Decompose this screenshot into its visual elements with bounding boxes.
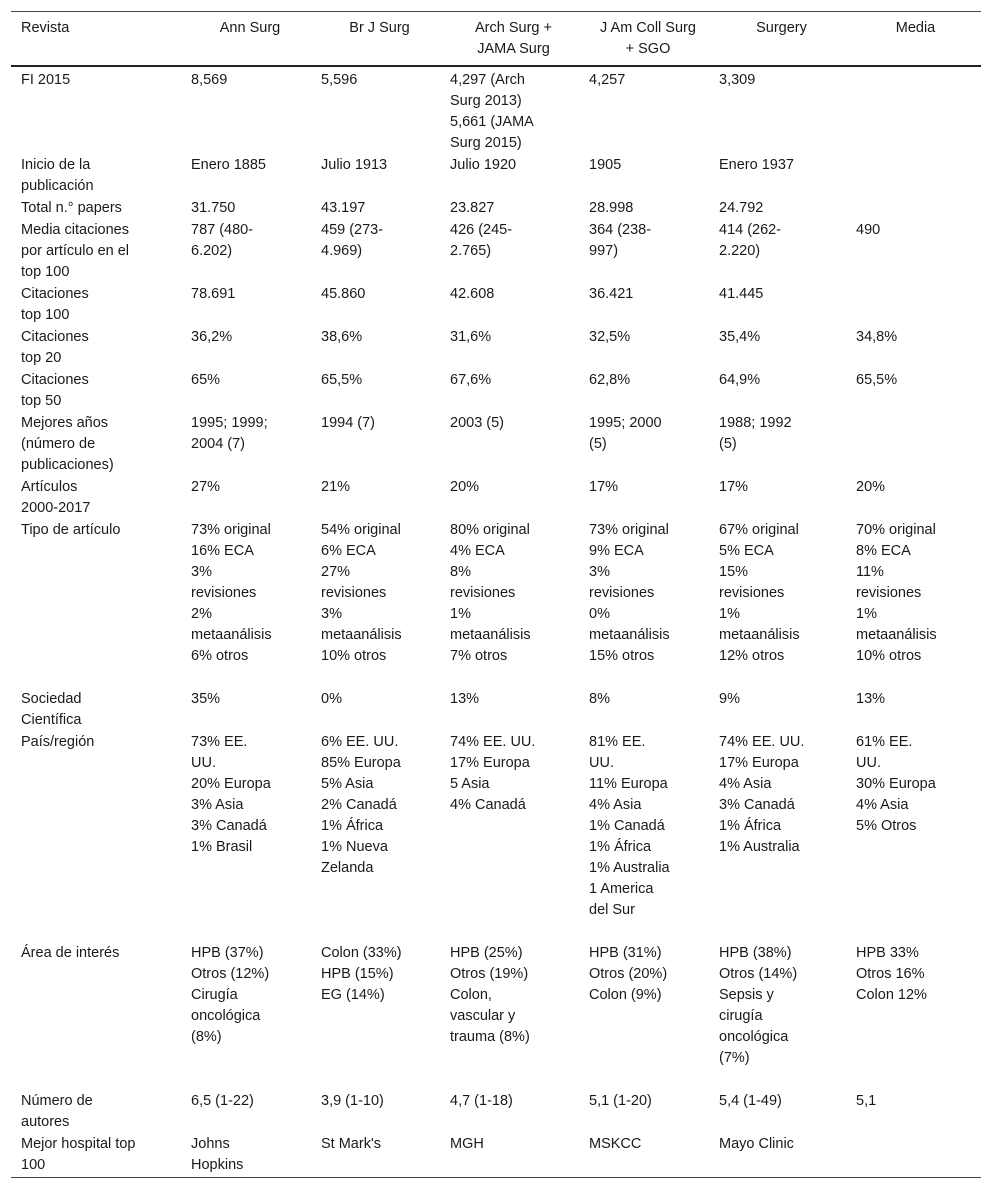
row-label: Área de interés (21, 945, 120, 961)
table-cell: 41.445 (719, 286, 764, 302)
table-row (11, 370, 981, 413)
table-cell: Colon (33%) HPB (15%) EG (14%) (321, 945, 402, 1003)
row-label: Número de autores (21, 1093, 93, 1130)
table-row (11, 220, 981, 284)
table-cell: 81% EE. UU. 11% Europa 4% Asia 1% Canadá 1% África 1% Australia 1 America del Sur (589, 734, 670, 918)
table-cell: 3,9 (1-10) (321, 1093, 384, 1109)
table-cell: 4,297 (Arch Surg 2013) 5,661 (JAMA Surg 2015) (450, 72, 534, 151)
row-label: Total n.° papers (21, 200, 122, 216)
table-cell: 426 (245- 2.765) (450, 222, 513, 259)
header-br-j-surg: Br J Surg (349, 20, 410, 36)
table-cell: 67,6% (450, 372, 492, 388)
table-cell: 32,5% (589, 329, 631, 345)
table-cell: 5,596 (321, 72, 358, 88)
table-cell: 5,1 (856, 1093, 877, 1109)
table-cell: 54% original 6% ECA 27% revisiones 3% metaanálisis 10% otros (321, 522, 402, 664)
table-cell: 24.792 (719, 200, 764, 216)
table-cell: 45.860 (321, 286, 366, 302)
header-surgery: Surgery (756, 20, 807, 36)
table-cell: 35,4% (719, 329, 761, 345)
table-cell: 65,5% (321, 372, 363, 388)
table-row (11, 477, 981, 520)
table-cell: Mayo Clinic (719, 1136, 794, 1152)
table-cell: 8% (589, 691, 610, 707)
table-cell: 80% original 4% ECA 8% revisiones 1% metaanálisis 7% otros (450, 522, 531, 664)
table-cell: 2003 (5) (450, 415, 505, 431)
table-cell: 43.197 (321, 200, 366, 216)
table-cell: 459 (273- 4.969) (321, 222, 384, 259)
table-row (11, 1091, 981, 1134)
header-ann-surg: Ann Surg (219, 20, 281, 36)
row-label: Sociedad Científica (21, 691, 82, 728)
table-cell: 74% EE. UU. 17% Europa 5 Asia 4% Canadá (450, 734, 536, 813)
table-row (11, 155, 981, 198)
table-cell: 21% (321, 479, 351, 495)
row-label: Citaciones top 50 (21, 372, 89, 409)
table-row (11, 943, 981, 1091)
table-row (11, 198, 981, 220)
row-label: FI 2015 (21, 72, 71, 88)
table-cell: HPB (25%) Otros (19%) Colon, vascular y trauma (8%) (450, 945, 530, 1045)
table-cell (850, 66, 981, 155)
table-cell (850, 155, 981, 198)
journal-comparison-table (11, 11, 981, 1178)
row-label: Citaciones top 100 (21, 286, 89, 323)
table-cell: 67% original 5% ECA 15% revisiones 1% metaanálisis 12% otros (719, 522, 800, 664)
row-label: Mejor hospital top 100 (21, 1136, 136, 1173)
table-row (11, 284, 981, 327)
table-cell: Julio 1913 (321, 157, 388, 173)
table-cell: 8,569 (191, 72, 228, 88)
table-cell: 17% (589, 479, 619, 495)
table-row (11, 327, 981, 370)
table-cell: 78.691 (191, 286, 236, 302)
row-label: País/región (21, 734, 95, 750)
table-row (11, 1134, 981, 1178)
table-cell: 73% EE. UU. 20% Europa 3% Asia 3% Canadá 1% Brasil (191, 734, 271, 855)
table-cell: HPB (38%) Otros (14%) Sepsis y cirugía oncológica (7%) (719, 945, 798, 1066)
table-cell: MSKCC (589, 1136, 642, 1152)
table-cell: Enero 1885 (191, 157, 266, 173)
table-cell: 27% (191, 479, 221, 495)
table-cell: Enero 1937 (719, 157, 794, 173)
table-cell: 73% original 16% ECA 3% revisiones 2% metaanálisis 6% otros (191, 522, 272, 664)
table-cell: 70% original 8% ECA 11% revisiones 1% metaanálisis 10% otros (856, 522, 937, 664)
table-cell: 62,8% (589, 372, 631, 388)
table-cell (850, 1134, 981, 1178)
table-cell: 1988; 1992 (5) (719, 415, 792, 452)
table-row (11, 689, 981, 732)
table-cell: 5,4 (1-49) (719, 1093, 782, 1109)
header-revista: Revista (21, 20, 70, 36)
table-cell: 1995; 1999; 2004 (7) (191, 415, 268, 452)
table-cell: 64,9% (719, 372, 761, 388)
table-cell: HPB (31%) Otros (20%) Colon (9%) (589, 945, 668, 1003)
table-cell: 6,5 (1-22) (191, 1093, 254, 1109)
table-cell: St Mark's (321, 1136, 381, 1152)
header-media: Media (895, 20, 936, 36)
table-cell: MGH (450, 1136, 484, 1152)
row-label: Citaciones top 20 (21, 329, 89, 366)
row-label: Media citaciones por artículo en el top 100 (21, 222, 130, 280)
table-cell: 4,257 (589, 72, 626, 88)
table-cell (850, 413, 981, 477)
table-cell: 36.421 (589, 286, 634, 302)
table-cell: 38,6% (321, 329, 363, 345)
table-cell: 6% EE. UU. 85% Europa 5% Asia 2% Canadá 1% África 1% Nueva Zelanda (321, 734, 401, 876)
table-cell: HPB 33% Otros 16% Colon 12% (856, 945, 927, 1003)
table-cell (850, 284, 981, 327)
table-cell: 23.827 (450, 200, 495, 216)
table-cell: 28.998 (589, 200, 634, 216)
table-cell: 17% (719, 479, 749, 495)
table-cell: 31.750 (191, 200, 236, 216)
header-row (11, 12, 981, 67)
table-cell: 34,8% (856, 329, 898, 345)
table-cell (850, 198, 981, 220)
table-cell: 3,309 (719, 72, 756, 88)
table-row (11, 66, 981, 155)
table-cell: 0% (321, 691, 342, 707)
table-row (11, 520, 981, 689)
table-cell: 42.608 (450, 286, 495, 302)
table-cell: 1994 (7) (321, 415, 376, 431)
table-cell: 414 (262- 2.220) (719, 222, 782, 259)
table-cell: 4,7 (1-18) (450, 1093, 513, 1109)
table-cell: 36,2% (191, 329, 233, 345)
table-cell: 364 (238- 997) (589, 222, 652, 259)
table-cell: 13% (856, 691, 886, 707)
table-cell: 35% (191, 691, 221, 707)
table-cell: 20% (856, 479, 886, 495)
table-cell: 5,1 (1-20) (589, 1093, 652, 1109)
table-cell: 31,6% (450, 329, 492, 345)
row-label: Mejores años (número de publicaciones) (21, 415, 114, 473)
row-label: Artículos 2000-2017 (21, 479, 91, 516)
table-cell: 65% (191, 372, 221, 388)
table-cell: 20% (450, 479, 480, 495)
table-cell: 73% original 9% ECA 3% revisiones 0% metaanálisis 15% otros (589, 522, 670, 664)
table-cell: 74% EE. UU. 17% Europa 4% Asia 3% Canadá 1% África 1% Australia (719, 734, 805, 855)
header-jacs-sgo: J Am Coll Surg + SGO (600, 20, 696, 57)
table-cell: 1995; 2000 (5) (589, 415, 662, 452)
table-body (11, 66, 981, 1178)
row-label: Inicio de la publicación (21, 157, 94, 194)
table-cell: 787 (480- 6.202) (191, 222, 254, 259)
row-label: Tipo de artículo (21, 522, 121, 538)
table-row (11, 413, 981, 477)
table-cell: 65,5% (856, 372, 898, 388)
header-arch-jama-surg: Arch Surg + JAMA Surg (475, 20, 552, 57)
table-cell: Johns Hopkins (191, 1136, 244, 1173)
table-cell: 1905 (589, 157, 622, 173)
table-cell: 13% (450, 691, 480, 707)
table-cell: 490 (856, 222, 881, 238)
table-cell: 61% EE. UU. 30% Europa 4% Asia 5% Otros (856, 734, 936, 834)
table-cell: 9% (719, 691, 740, 707)
table-cell: HPB (37%) Otros (12%) Cirugía oncológica (8%) (191, 945, 270, 1045)
table-cell: Julio 1920 (450, 157, 517, 173)
table-row (11, 732, 981, 943)
